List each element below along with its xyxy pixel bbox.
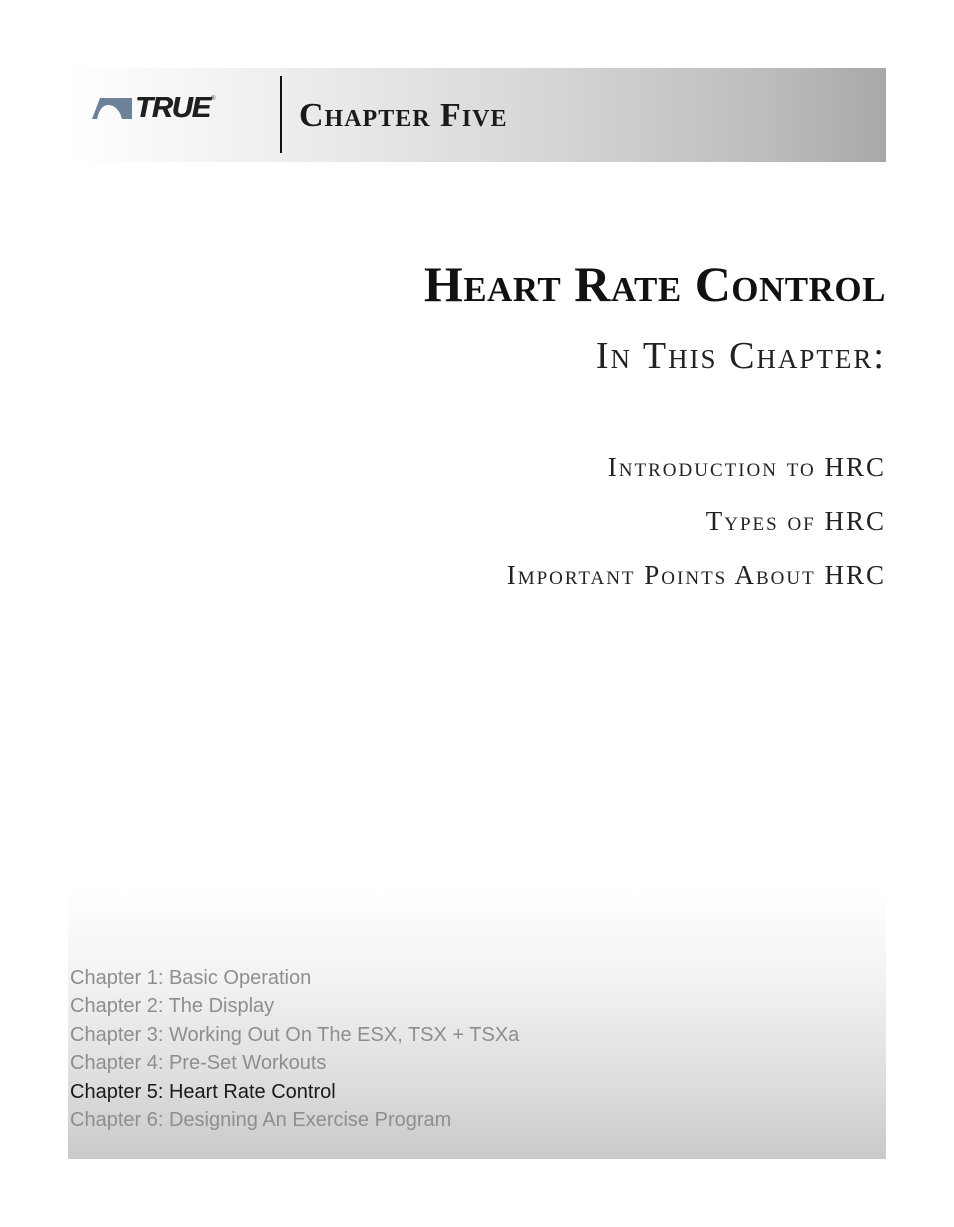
header-divider [280,76,282,153]
toc-list [70,964,519,1134]
toc-item-chapter-6[interactable]: Chapter 6: Designing An Exercise Program [70,1109,452,1132]
toc-item-chapter-4[interactable]: Chapter 4: Pre-Set Workouts [70,1052,327,1075]
topic-item: Introduction to HRC [607,452,886,482]
page-subtitle: In This Chapter: [595,335,886,377]
chapter-label: Chapter Five [299,97,508,134]
toc-item-chapter-5[interactable]: Chapter 5: Heart Rate Control [70,1080,336,1103]
brand-name: TRUE [135,92,210,124]
toc-item-chapter-2[interactable]: Chapter 2: The Display [70,995,275,1018]
registered-mark: ® [210,96,216,102]
page-title: Heart Rate Control [423,256,886,312]
chapter-header [68,68,886,162]
true-logo [90,92,216,124]
chapter-topics [507,440,886,602]
true-arch-icon [90,97,132,119]
toc-item-chapter-1[interactable]: Chapter 1: Basic Operation [70,967,312,989]
toc-item-chapter-3[interactable]: Chapter 3: Working Out On The ESX, TSX + TSXa [70,1023,520,1046]
topic-item: Important Points About HRC [506,560,886,590]
topic-item: Types of HRC [705,506,886,536]
table-of-contents [68,890,886,1159]
